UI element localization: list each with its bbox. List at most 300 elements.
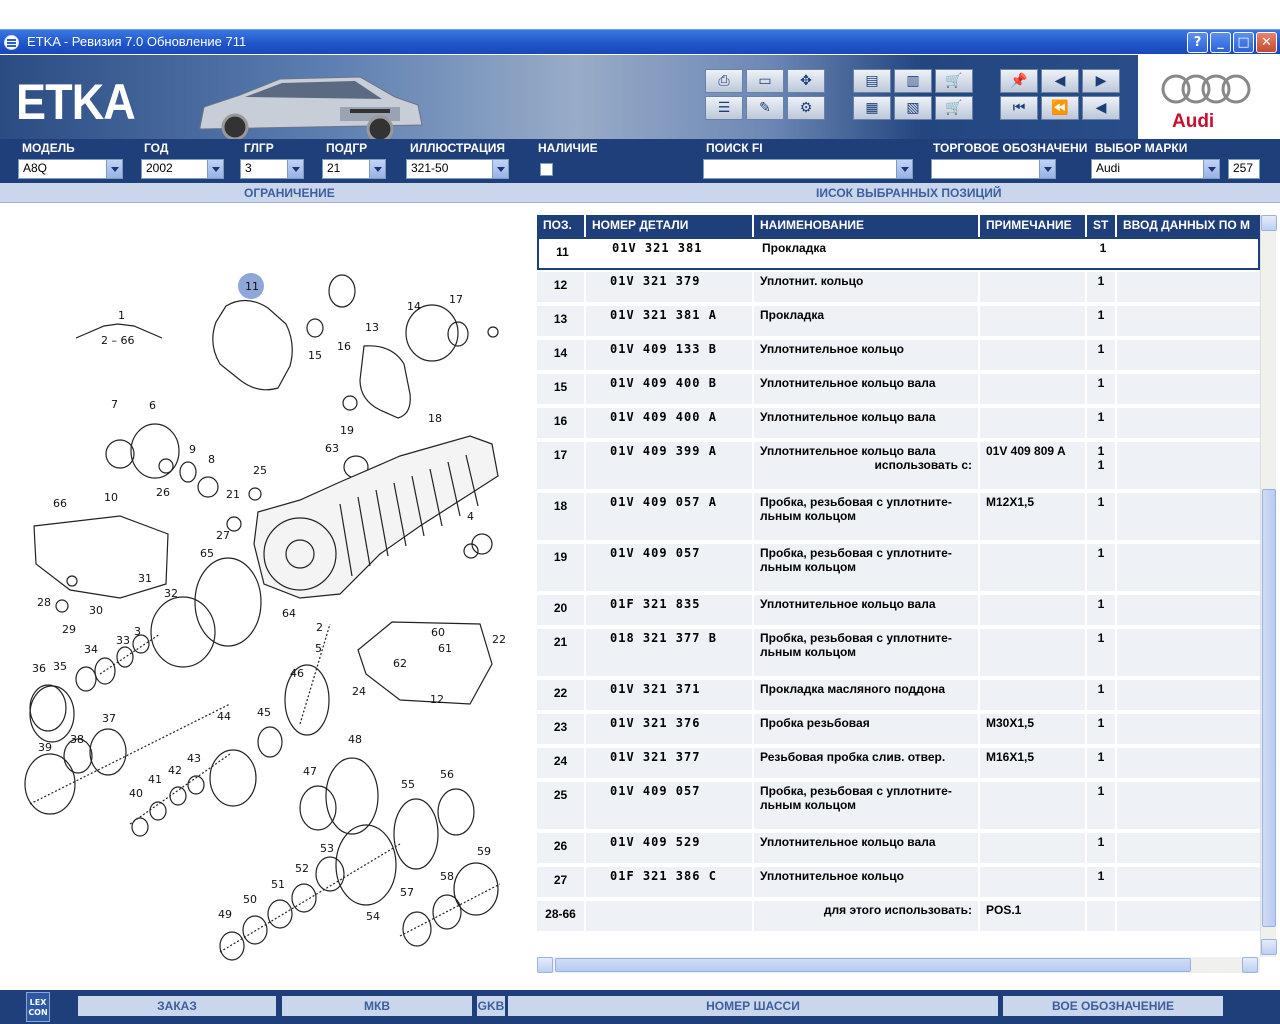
callout-label[interactable]: 31 — [138, 572, 152, 585]
cell-part — [586, 442, 754, 489]
cell-part — [586, 714, 754, 744]
cell-note-text: POS.1 — [986, 903, 1022, 917]
table-row[interactable] — [537, 442, 1260, 491]
pen-icon[interactable]: ✎ — [746, 96, 784, 120]
brand-extra-value: 257 — [1233, 161, 1254, 175]
computer-icon[interactable]: ▦ — [853, 96, 891, 120]
cell-st-text: 1 — [1097, 750, 1105, 764]
callout-label[interactable]: 14 — [407, 300, 421, 313]
cell-part — [586, 340, 754, 370]
callout-label[interactable]: 24 — [352, 685, 366, 698]
callout-label[interactable]: 40 — [129, 787, 143, 800]
table-row[interactable] — [537, 306, 1260, 338]
cell-part — [586, 544, 754, 591]
cell-st-text: 1 — [1097, 682, 1105, 696]
cell-st — [1087, 595, 1117, 625]
ring-part — [151, 597, 215, 667]
service-icon[interactable]: ⚙ — [787, 96, 825, 120]
callout-label[interactable]: 57 — [400, 886, 414, 899]
cell-input — [1117, 833, 1260, 863]
cell-st — [1087, 680, 1117, 710]
ring-part — [210, 750, 256, 806]
cell-note — [980, 595, 1087, 625]
cell-name-text: Уплотнит. кольцо — [760, 274, 864, 288]
chevron-down-icon[interactable] — [106, 160, 122, 178]
ring-part — [30, 686, 74, 742]
callout-label[interactable]: 58 — [440, 870, 454, 883]
gasket-part — [360, 346, 410, 418]
cell-st — [1087, 748, 1117, 778]
cell-st — [1087, 629, 1117, 676]
cell-part-text: 01V 409 400 A — [610, 410, 717, 424]
cell-name — [754, 340, 980, 370]
cell-note — [980, 782, 1087, 829]
brand-select[interactable] — [1091, 159, 1220, 179]
callout-label[interactable]: 39 — [38, 741, 52, 754]
callout-label[interactable]: 45 — [257, 706, 271, 719]
callout-label[interactable]: 60 — [431, 626, 445, 639]
callout-label[interactable]: 22 — [492, 633, 506, 646]
cell-note-text: M16X1,5 — [986, 750, 1035, 764]
callout-label[interactable]: 28 — [37, 596, 51, 609]
cell-st — [1089, 239, 1119, 268]
cell-part-text: 01V 409 057 — [610, 546, 701, 560]
table-row[interactable] — [537, 595, 1260, 627]
ring-part — [249, 488, 261, 500]
cell-name — [754, 374, 980, 404]
cell-pos-text: 19 — [553, 550, 568, 564]
ring-part — [67, 576, 77, 586]
callout-label[interactable]: 17 — [449, 293, 463, 306]
model-value: A8Q — [23, 161, 48, 175]
gasket-part — [213, 300, 292, 389]
col-input-header[interactable]: ВВОД ДАННЫХ ПО М — [1123, 218, 1251, 232]
cell-note — [980, 374, 1087, 404]
callout-label[interactable]: 63 — [325, 442, 339, 455]
availability-label: НАЛИЧИЕ — [538, 141, 598, 155]
cell-pos — [537, 833, 586, 863]
cell-name-text: Уплотнительное кольцо вала — [760, 376, 936, 390]
table-row[interactable] — [537, 901, 1260, 933]
table-row[interactable] — [537, 748, 1260, 780]
table-row[interactable] — [537, 867, 1260, 899]
cell-pos-text: 25 — [553, 788, 568, 802]
cell-note — [980, 442, 1087, 489]
cell-note — [980, 748, 1087, 778]
table-row[interactable] — [537, 408, 1260, 440]
brand-value: Audi — [1096, 161, 1121, 175]
scroll-up-icon[interactable] — [1261, 215, 1277, 231]
cell-part-text: 01V 321 376 — [610, 716, 701, 730]
callout-label[interactable]: 16 — [337, 340, 351, 353]
table-row[interactable] — [537, 833, 1260, 865]
audi-brand-text: Audi — [1172, 111, 1215, 132]
callout-label[interactable]: 19 — [340, 424, 354, 437]
callout-label[interactable]: 4 — [467, 510, 474, 523]
search-fi-select[interactable] — [703, 159, 913, 179]
app-menu-icon[interactable] — [4, 35, 19, 50]
etka-logo: ETKA — [16, 74, 135, 130]
order-button[interactable]: ЗАКАЗ — [78, 996, 276, 1016]
cell-note-text-2: 01V 409 809 A — [986, 444, 1066, 458]
cell-note — [980, 544, 1087, 591]
cell-st-text: 1 — [1097, 869, 1105, 883]
close-button[interactable]: ✕ — [1256, 32, 1277, 53]
table-row[interactable] — [537, 237, 1260, 270]
search-fi-label: ПОИСК FI — [706, 141, 763, 155]
scroll-left-icon[interactable] — [537, 957, 553, 973]
callout-label[interactable]: 12 — [430, 693, 444, 706]
cell-st-text: 1 — [1097, 495, 1105, 509]
cell-pos-text: 26 — [553, 839, 568, 853]
cell-note — [980, 493, 1087, 540]
cell-note — [980, 867, 1087, 897]
selector-bar — [0, 139, 1280, 183]
callout-label[interactable]: 64 — [282, 607, 296, 620]
ring-part — [343, 396, 357, 410]
callout-label[interactable]: 8 — [208, 453, 215, 466]
cell-name — [754, 442, 980, 489]
cell-name — [754, 629, 980, 676]
banner — [0, 55, 1280, 139]
callout-label[interactable]: 2 — [316, 621, 323, 634]
callout-label[interactable]: 35 — [53, 660, 67, 673]
chevron-down-icon[interactable] — [896, 160, 912, 178]
car-list-icon[interactable]: ▧ — [894, 96, 932, 120]
trade-designation-select[interactable] — [931, 159, 1056, 179]
callout-label[interactable]: 21 — [226, 488, 240, 501]
prev-page-icon[interactable]: ◀ — [1041, 69, 1079, 93]
callout-label[interactable]: 18 — [428, 412, 442, 425]
callout-label[interactable]: 41 — [148, 773, 162, 786]
help-button[interactable]: ? — [1187, 32, 1208, 53]
cell-pos — [537, 748, 586, 778]
cell-st-text: 1 — [1099, 241, 1107, 255]
cell-name-text-2: льным кольцом — [760, 798, 857, 812]
ring-part — [472, 534, 492, 554]
cell-pos-text: 12 — [553, 278, 568, 292]
cell-pos — [537, 272, 586, 302]
cell-part-text: 01V 409 057 — [610, 784, 701, 798]
vertical-scroll-thumb[interactable] — [1262, 489, 1276, 927]
list-icon[interactable]: ☰ — [705, 96, 743, 120]
cell-st-text: 1 — [1097, 274, 1105, 288]
audi-rings-icon — [1138, 55, 1280, 105]
cell-part-text: 01V 409 057 A — [610, 495, 717, 509]
gkb-button[interactable]: GKB — [477, 996, 505, 1016]
all-designation-button[interactable]: ВОЕ ОБОЗНАЧЕНИЕ — [1003, 996, 1223, 1016]
ring-part — [90, 729, 126, 775]
cell-note — [980, 833, 1087, 863]
callout-label[interactable]: 49 — [218, 908, 232, 921]
next-page-icon[interactable]: ▶ — [1082, 69, 1120, 93]
cell-pos-text: 27 — [553, 873, 568, 887]
callout-label[interactable]: 55 — [401, 778, 415, 791]
cell-note — [980, 901, 1087, 931]
oil-pan-gasket-part — [358, 622, 492, 704]
cell-input — [1119, 239, 1260, 268]
depot-icon[interactable]: ▥ — [894, 69, 932, 93]
chevron-down-icon[interactable] — [492, 160, 508, 178]
callout-label[interactable]: 52 — [295, 862, 309, 875]
cell-input — [1117, 629, 1260, 676]
callout-label[interactable]: 27 — [216, 529, 230, 542]
brand-extra-field[interactable] — [1228, 159, 1260, 179]
pin-icon[interactable]: 📌 — [1000, 69, 1038, 93]
callout-label[interactable]: 65 — [200, 547, 214, 560]
callout-label[interactable]: 51 — [271, 878, 285, 891]
cell-pos-text: 11 — [556, 245, 569, 259]
exploded-axis-line — [300, 624, 330, 724]
cell-st — [1087, 340, 1117, 370]
year-select[interactable] — [141, 159, 224, 179]
cell-note — [980, 272, 1087, 302]
cell-st — [1087, 374, 1117, 404]
audi-logo — [1138, 55, 1280, 139]
cell-pos — [537, 340, 586, 370]
model-label: МОДЕЛЬ — [22, 141, 75, 155]
callout-label[interactable]: 2 – 66 — [101, 334, 135, 347]
cell-name — [754, 544, 980, 591]
col-note-header[interactable]: ПРИМЕЧАНИЕ — [980, 215, 1087, 237]
cell-part — [586, 901, 754, 931]
chevron-down-icon[interactable] — [369, 160, 385, 178]
vertical-scrollbar[interactable] — [1260, 215, 1276, 957]
ring-part — [25, 754, 75, 814]
cell-name — [754, 680, 980, 710]
cell-st — [1087, 493, 1117, 540]
table-row[interactable] — [537, 272, 1260, 304]
table-row[interactable] — [537, 493, 1260, 542]
callout-label[interactable]: 46 — [290, 667, 304, 680]
ring-part — [243, 916, 267, 944]
first-icon[interactable]: ⏮ — [1000, 96, 1038, 120]
cart-list-icon[interactable]: 🛒 — [935, 69, 973, 93]
table-row[interactable] — [537, 680, 1260, 712]
cell-input — [1117, 680, 1260, 710]
callout-label[interactable]: 47 — [303, 765, 317, 778]
callout-label[interactable]: 56 — [440, 768, 454, 781]
callout-label[interactable]: 48 — [348, 733, 362, 746]
cell-part — [586, 374, 754, 404]
callout-label[interactable]: 59 — [477, 845, 491, 858]
cell-name — [754, 408, 980, 438]
callout-label[interactable]: 44 — [217, 710, 231, 723]
cell-pos-text: 16 — [553, 414, 568, 428]
cell-st — [1087, 867, 1117, 897]
callout-label[interactable]: 36 — [32, 662, 46, 675]
col-pos-header[interactable]: ПОЗ. — [537, 215, 586, 237]
cell-name-text: Прокладка масляного поддона — [760, 682, 946, 696]
cart-icon[interactable]: 🛒 — [935, 96, 973, 120]
table-row[interactable] — [537, 544, 1260, 593]
ring-part — [329, 275, 355, 307]
cell-name — [754, 272, 980, 302]
ring-part — [117, 647, 133, 667]
maximize-button[interactable]: □ — [1233, 32, 1254, 53]
scroll-down-icon[interactable] — [1261, 939, 1277, 955]
cell-st-text: 1 — [1097, 376, 1105, 390]
cell-name-text-2: льным кольцом — [760, 509, 857, 523]
cell-st-text: 1 — [1097, 410, 1105, 424]
cell-input — [1117, 306, 1260, 336]
ring-part — [394, 799, 438, 869]
back-icon[interactable]: ⏪ — [1041, 96, 1079, 120]
callout-label[interactable]: 7 — [111, 398, 118, 411]
callout-label[interactable]: 11 — [245, 280, 259, 293]
callout-label[interactable]: 6 — [149, 399, 156, 412]
callout-label[interactable]: 43 — [187, 752, 201, 765]
callout-label[interactable]: 10 — [104, 491, 118, 504]
cell-name-text: Резьбовая пробка слив. отвер. — [760, 750, 946, 764]
exploded-diagram[interactable] — [0, 204, 536, 984]
callout-label[interactable]: 34 — [84, 643, 98, 656]
scroll-right-icon[interactable] — [1242, 957, 1258, 973]
ring-part — [180, 462, 196, 482]
main-group-select[interactable] — [240, 159, 304, 179]
sub-group-select[interactable] — [322, 159, 386, 179]
mkb-button[interactable]: МКВ — [282, 996, 472, 1016]
cell-name-text-2: льным кольцом — [760, 560, 857, 574]
callout-label[interactable]: 42 — [168, 764, 182, 777]
availability-checkbox[interactable] — [540, 163, 553, 176]
selected-list-tab[interactable]: ІИСОК ВЫБРАННЫХ ПОЗИЦИЙ — [816, 186, 1002, 200]
cell-part-text: 01V 321 371 — [610, 682, 701, 696]
chevron-down-icon[interactable] — [1203, 160, 1219, 178]
horizontal-scrollbar[interactable] — [537, 957, 1260, 973]
ring-part — [170, 787, 186, 805]
cell-part-text: 01F 321 386 C — [610, 869, 717, 883]
valve-body-part — [34, 516, 168, 598]
cell-name — [754, 306, 980, 336]
cell-input — [1117, 340, 1260, 370]
callout-label[interactable]: 29 — [62, 623, 76, 636]
main-group-label: ГЛГР — [244, 141, 274, 155]
col-part-header[interactable]: НОМЕР ДЕТАЛИ — [586, 215, 754, 237]
minimize-button[interactable]: _ — [1210, 32, 1231, 53]
cell-st — [1087, 901, 1117, 931]
callout-label[interactable]: 1 — [118, 309, 125, 322]
callout-label[interactable]: 3 — [134, 625, 141, 638]
cell-part-text: 01V 409 399 A — [610, 444, 717, 458]
restriction-tab[interactable]: ОГРАНИЧЕНИЕ — [244, 186, 335, 200]
cell-pos — [537, 544, 586, 591]
cell-st — [1087, 408, 1117, 438]
model-select[interactable] — [18, 159, 123, 179]
cell-name-text: Уплотнительное кольцо — [760, 342, 904, 356]
callout-label[interactable]: 54 — [366, 910, 380, 923]
chevron-down-icon[interactable] — [1039, 160, 1055, 178]
cell-st — [1087, 833, 1117, 863]
callout-label[interactable]: 38 — [70, 733, 84, 746]
brand-select-label: ВЫБОР МАРКИ — [1095, 141, 1188, 155]
chevron-down-icon[interactable] — [287, 160, 303, 178]
cell-st-text: 1 — [1097, 308, 1105, 322]
cell-note — [980, 340, 1087, 370]
cell-pos-text: 28-66 — [545, 907, 576, 921]
cell-pos-text: 13 — [553, 312, 568, 326]
table-row[interactable] — [537, 374, 1260, 406]
cell-name — [754, 867, 980, 897]
cell-pos-text: 23 — [553, 720, 568, 734]
print-icon[interactable]: ⎙ — [705, 69, 743, 93]
callout-label[interactable]: 33 — [116, 634, 130, 647]
table-row[interactable] — [537, 782, 1260, 831]
title-bar — [0, 29, 1280, 54]
cell-pos-text: 17 — [553, 448, 568, 462]
horizontal-scroll-thumb[interactable] — [555, 958, 1191, 972]
col-name-header[interactable]: НАИМЕНОВАНИЕ — [754, 215, 980, 237]
ring-part — [195, 558, 261, 646]
cell-st-text-2: 1 — [1097, 458, 1105, 472]
ring-part — [220, 932, 244, 960]
col-st-header[interactable]: ST — [1087, 215, 1117, 237]
callout-label[interactable]: 25 — [253, 464, 267, 477]
illustration-select[interactable] — [406, 159, 509, 179]
callout-label[interactable]: 53 — [320, 842, 334, 855]
cell-part — [586, 629, 754, 676]
window-title: ETKA - Ревизия 7.0 Обновление 711 — [27, 34, 247, 49]
transmission-housing — [254, 436, 498, 598]
table-row[interactable] — [537, 714, 1260, 746]
callout-label[interactable]: 26 — [156, 486, 170, 499]
cell-st-text: 1 — [1097, 835, 1105, 849]
callout-label[interactable]: 62 — [393, 657, 407, 670]
cell-name-text: Пробка, резьбовая с уплотните- — [760, 546, 952, 560]
chassis-number-button[interactable]: НОМЕР ШАССИ — [508, 996, 998, 1016]
footer-bar — [0, 990, 1280, 1024]
table-row[interactable] — [537, 340, 1260, 372]
cell-input — [1117, 714, 1260, 744]
callout-label[interactable]: 13 — [365, 321, 379, 334]
screen-icon[interactable]: ▭ — [746, 69, 784, 93]
ring-part — [30, 685, 66, 731]
table-row[interactable] — [537, 629, 1260, 678]
callout-label[interactable]: 66 — [53, 497, 67, 510]
cell-input — [1117, 782, 1260, 829]
car-image — [190, 67, 430, 139]
cell-input — [1117, 544, 1260, 591]
cell-pos-text: 24 — [553, 754, 568, 768]
ring-part — [150, 802, 166, 820]
cell-st — [1087, 442, 1117, 489]
cell-note — [980, 680, 1087, 710]
cell-pos — [537, 629, 586, 676]
parts-illustration[interactable] — [0, 204, 536, 984]
callout-label[interactable]: 32 — [164, 587, 178, 600]
left-icon[interactable]: ◀ — [1082, 96, 1120, 120]
cell-name-text: Уплотнительное кольцо вала — [760, 835, 936, 849]
cell-note-text: M30X1,5 — [986, 716, 1035, 730]
callout-label[interactable]: 15 — [308, 349, 322, 362]
ring-part — [406, 305, 458, 361]
cell-note — [980, 408, 1087, 438]
callout-label[interactable]: 37 — [102, 712, 116, 725]
ring-part — [76, 667, 96, 691]
ring-part — [188, 776, 204, 794]
callout-label[interactable]: 50 — [243, 893, 257, 906]
callout-label[interactable]: 30 — [89, 604, 103, 617]
chevron-down-icon[interactable] — [207, 160, 223, 178]
callout-label[interactable]: 9 — [189, 443, 196, 456]
elsa-icon[interactable]: ▤ — [853, 69, 891, 93]
callout-label[interactable]: 61 — [438, 642, 452, 655]
year-label: ГОД — [144, 141, 169, 155]
cell-input — [1117, 595, 1260, 625]
cell-name-text: Прокладка — [760, 308, 825, 322]
callout-label[interactable]: 5 — [315, 642, 322, 655]
handshake-icon[interactable]: ✥ — [787, 69, 825, 93]
